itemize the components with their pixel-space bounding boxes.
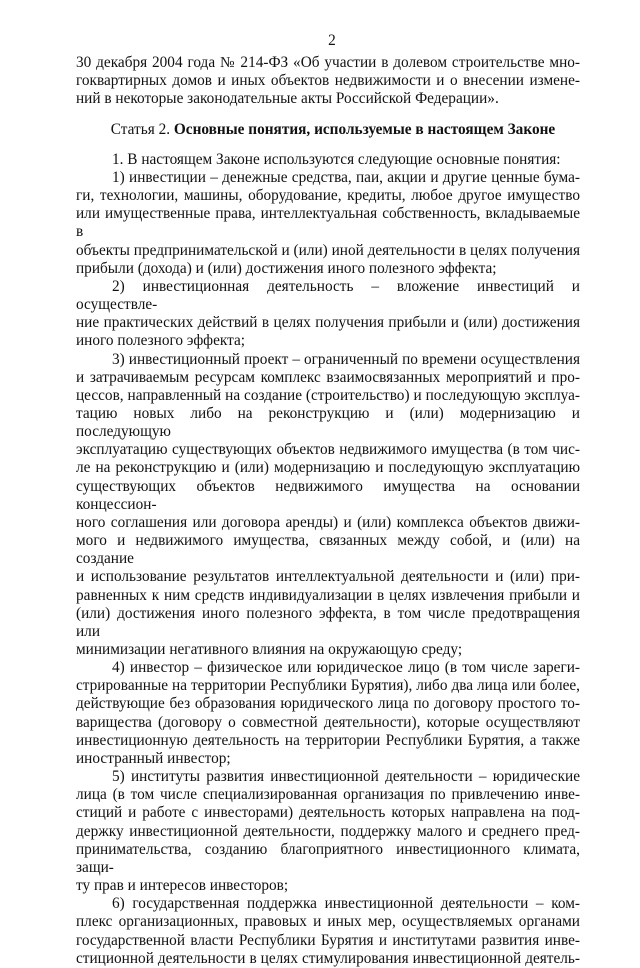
- article-paragraph: [76, 278, 580, 351]
- paragraph-line: 5) институты развития инвестиционной деятельности – юридические: [112, 768, 580, 786]
- paragraph-line: эксплуатацию существующих объектов недвижимого имущества (в том чис-: [76, 441, 580, 459]
- article-number: Статья 2.: [110, 120, 171, 138]
- paragraph-line: 6) государственная поддержка инвестиционной деятельности – ком-: [112, 895, 580, 913]
- paragraph-line: (или) достижения иного полезного эффекта, в том числе предотвращения или: [76, 604, 580, 640]
- paragraph-line: ние практических действий в целях получения прибыли и (или) достижения: [76, 314, 580, 332]
- document-page: [76, 32, 580, 968]
- article-paragraph: [76, 151, 580, 169]
- paragraph-line: мого и недвижимого имущества, связанных между собой, и (или) на создание: [76, 532, 580, 568]
- intro-line: гоквартирных домов и иных объектов недвижимости и о внесении измене-: [76, 72, 580, 90]
- paragraph-line: или имущественные права, интеллектуальная собственность, вкладываемые в: [76, 205, 580, 241]
- paragraph-line: государственной власти Республики Бурятия и институтами развития инве-: [76, 931, 580, 949]
- intro-paragraph: [76, 54, 580, 108]
- paragraph-line: держку инвестиционной деятельности, поддержку малого и среднего пред-: [76, 822, 580, 840]
- article-paragraph: [76, 169, 580, 278]
- paragraph-line: инвестиционную деятельность на территории Республики Бурятия, а также: [76, 731, 580, 749]
- paragraph-line: ле на реконструкцию и (или) модернизацию и последующую эксплуатацию: [76, 459, 580, 477]
- paragraph-line: 2) инвестиционная деятельность – вложение инвестиций и осуществле-: [76, 277, 580, 314]
- paragraph-line: плекс организационных, правовых и иных мер, осуществляемых органами: [76, 913, 580, 931]
- paragraph-line: лица (в том числе специализированная организация по привлечению инве-: [76, 786, 580, 804]
- paragraph-line: минимизации негативного влияния на окружающую среду;: [76, 641, 463, 658]
- paragraph-line: стиций и работе с инвесторами) деятельность которых направлена на под-: [76, 804, 580, 822]
- paragraph-line: принимательства, созданию благоприятного инвестиционного климата, защи-: [76, 840, 580, 876]
- article-body: [76, 151, 580, 968]
- article-paragraph: [76, 768, 580, 895]
- paragraph-line: тацию новых либо на реконструкцию и (или) модернизацию и последующую: [76, 404, 580, 441]
- paragraph-line: прибыли (дохода) и (или) достижения иного полезного эффекта;: [76, 259, 497, 277]
- paragraph-line: равненных к ним средств индивидуализации в целях извлечения прибыли и: [76, 586, 580, 604]
- paragraph-line: и использование результатов интеллектуальной деятельности и (или) при-: [76, 568, 580, 586]
- paragraph-line: 1. В настоящем Законе используются следующие основные понятия:: [112, 150, 561, 168]
- paragraph-line: действующие без образования юридического лица по договору простого то-: [76, 695, 580, 713]
- paragraph-line: 1) инвестиции – денежные средства, паи, акции и другие ценные бума-: [112, 168, 580, 186]
- article-paragraph: [76, 895, 580, 968]
- paragraph-line: и затрачиваемым ресурсам комплекс взаимосвязанных мероприятий и про-: [76, 368, 580, 386]
- article-title: Основные понятия, используемые в настоящем Законе: [173, 120, 556, 138]
- paragraph-line: стиционной деятельности в целях стимулирования инвестиционной деятель-: [76, 949, 580, 967]
- paragraph-line: 3) инвестиционный проект – ограниченный по времени осуществления: [112, 350, 580, 368]
- paragraph-line: ги, технологии, машины, оборудование, кредиты, любое другое имущество: [76, 187, 580, 205]
- intro-line: 30 декабря 2004 года № 214-ФЗ «Об участии в долевом строительстве мно-: [76, 54, 580, 72]
- paragraph-line: 4) инвестор – физическое или юридическое лицо (в том числе зареги-: [112, 659, 580, 677]
- paragraph-line: ту прав и интересов инвесторов;: [76, 877, 289, 895]
- article-paragraph: [76, 659, 580, 768]
- paragraph-line: цессов, направленный на создание (строительство) и последующую эксплуа-: [76, 386, 580, 404]
- article-heading: [76, 121, 580, 139]
- paragraph-line: иного полезного эффекта;: [76, 332, 246, 350]
- paragraph-line: иностранный инвестор;: [76, 749, 231, 767]
- page-number: 2: [328, 32, 336, 49]
- paragraph-line: объекты предпринимательской и (или) иной деятельности в целях получения: [76, 241, 580, 259]
- paragraph-line: варищества (договору о совместной деятельности), которые осуществляют: [76, 713, 580, 731]
- paragraph-line: стрированные на территории Республики Бурятия), либо два лица или более,: [76, 677, 580, 695]
- article-paragraph: [76, 351, 580, 660]
- paragraph-line: существующих объектов недвижимого имущества на основании концессион-: [76, 477, 580, 513]
- paragraph-line: ного соглашения или договора аренды) и (или) комплекса объектов движи-: [76, 513, 580, 531]
- intro-line: ний в некоторые законодательные акты Российской Федерации».: [76, 90, 499, 108]
